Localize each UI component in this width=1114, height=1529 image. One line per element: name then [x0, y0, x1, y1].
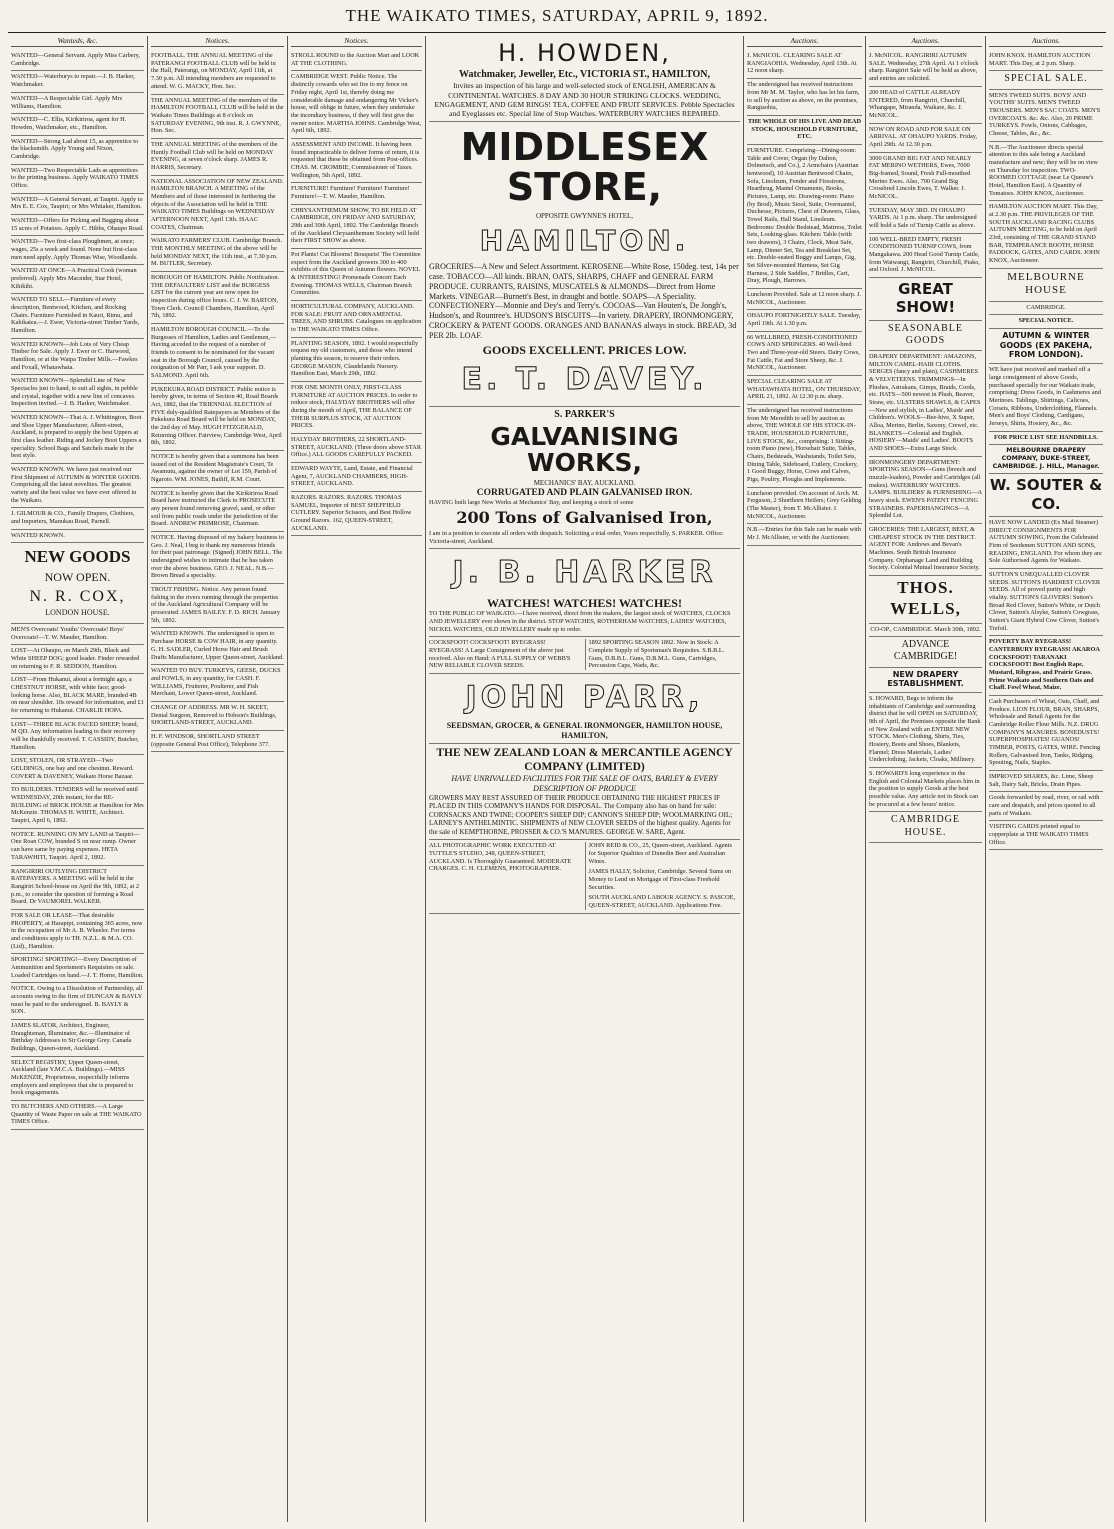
advert-text: THOS. WELLS,	[890, 578, 961, 618]
advert-text: N.B.—The Auctioneer directs special attention to this sale being a Auckland manufacture and new; they will be on view on Thursday for inspection. TWO-ROOMED COTTAGE (near Le Quesne's Hotel, Hamilton East). A Quantity of Tomatoes. JOHN KNOX, Auctioneer.	[989, 143, 1098, 197]
advert	[747, 405, 862, 488]
advert	[11, 412, 144, 464]
advert-text: JOHN KNOX. HAMILTON AUCTION MART. This Day, at 2 p.m. Sharp.	[989, 52, 1091, 67]
advert-text: LOST—From Hukanui, about a fortnight ago, a CHESTNUT HORSE, with white face; good-looking horse. Also, BLACK MARE, branded 4B on near shoulder. 10s reward for information, and £1 for returning to Hukanui. CHARLIE HOPA.	[11, 676, 144, 715]
column-header: Auctions.	[747, 36, 862, 47]
advert-text: TROUT FISHING. Notice. Any person found fishing in the rivers running through the properties of the Auckland Agricultural Company will be prosecuted. JAMES BAILEY. F. D. RICH. January 5th, 1892.	[151, 586, 280, 624]
advert-text: RANGIRIRI OUTLYING DISTRICT RATEPAYERS. A MEETING will be held in the Rangiriri School-house on April the 9th, 1892, at 2 p.m., to consider the question of forming a Road Board. Dr VAUMOREL WALKER.	[11, 867, 140, 906]
advert-text: OHAUPO FORTNIGHTLY SALE. Tuesday, April 19th. At 1.30 p.m.	[747, 312, 861, 327]
advert-text: SPECIAL SALE.	[1004, 73, 1088, 85]
masthead: THE WAIKATO TIMES, SATURDAY, APRIL 9, 1892.	[345, 6, 769, 25]
advert-text: TUESDAY, MAY 3RD. IN OHAUPO YARDS. At 1 p.m. sharp. The undersigned will hold a Sale of Turnip Cattle as above.	[869, 206, 977, 229]
advert-text: TO BUTCHERS AND OTHERS.—A Large Quantity of Waste Paper on sale at THE WAIKATO TIMES Office.	[11, 1102, 142, 1126]
advert-text: MEN'S TWEED SUITS. BOYS' AND YOUTHS' SUITS. MEN'S TWEED TROUSERS. MEN'S SAC COATS. MEN'S OVERCOATS. &c. &c. Also, 20 PRIME TURKEYS. Fowls, Onions, Cabbages, Cheese, Tables, &c., &c.	[989, 91, 1101, 138]
advert	[869, 278, 982, 321]
advert-text: CAMBRIDGE.	[1026, 303, 1066, 311]
hally-ad: JAMES HALLY, Solicitor, Cambridge. Several Sums on Money to Lend on Mortgage of First-class Freehold Securities.	[588, 868, 732, 891]
advert	[151, 584, 284, 628]
middlesex-hamilton: HAMILTON.	[479, 224, 690, 258]
advert-text: STROLL ROUND to the Auction Mart and LOOK AT THE CLOTHING.	[291, 52, 420, 67]
column-notices-2	[288, 36, 426, 1522]
advert	[291, 301, 422, 338]
advert	[747, 524, 862, 545]
advert	[11, 236, 144, 265]
advert-text: WANTED TO SELL—Furniture of every description, Bentwood, Kitchen, and Rocking Chairs. Furniture Furnished in Kauri, Rimu, and Kahikatea.—J. Ewer, Victoria-street Timber Yards, Hamilton.	[11, 296, 140, 334]
advert	[151, 324, 284, 384]
sporting-ad: 1892 SPORTING SEASON 1892. Now in Stock: A Complete Supply of Sportsman's Requisites. S.B.B.L. Guns, D.B.B.L. Guns, D.B.M.L. Guns, Cartridges, Percussion Caps, Wads, &c.	[585, 639, 741, 670]
advert	[291, 382, 422, 434]
advert-text: LOST—THREE BLACK FACED SHEEP; brand, M QD. Any information leading to their recovery will be thankfully received. T. CASSIDY, Butcher, Hamilton.	[11, 720, 139, 751]
advert	[747, 310, 862, 331]
column-auctions-1	[744, 36, 866, 1522]
advert-text: FURNITURE! Furniture! Furniture! Furniture! Furniture!—T. W. Mauder, Hamilton.	[291, 185, 410, 200]
advert	[151, 488, 284, 532]
advert	[11, 136, 144, 165]
middlesex-title: MIDDLESEX STORE,	[460, 124, 709, 209]
masthead-rule	[8, 32, 1106, 33]
advert-text: CAMBRIDGE HOUSE.	[890, 814, 960, 838]
ad-list	[869, 50, 982, 843]
advert-text: HAVE NOW LANDED (Ex Mail Steamer) DIRECT CONSIGNMENTS FOR AUTUMN SOWING, From the Celebrated Firm of Seedsmen SUTTON AND SONS, READING, ENGLAND. For whom they are Sole Authorised Agents for Waikato.	[989, 518, 1102, 565]
howden-title: H. HOWDEN,	[498, 39, 671, 67]
advert	[11, 624, 144, 645]
advert-text: Cash Purchasers of Wheat, Oats, Chaff, and Produce. LION FLOUR, BRAN, SHARPS, Wholesale and Retail Agents for the Cambridge Roller Flour Mills. N.Z. DRUG COMPANY'S MANURES. BONEDUSTS! SUPERPHOSPHATES! GUANOS! TIMBER, POSTS, GATES, WIRE. Fencing Rollers, Galvanised Iron, Tanks, Ridging, Spouting, Nails, Staples.	[989, 697, 1101, 767]
parker-name: S. PARKER'S	[554, 408, 615, 420]
advert-text: WANTED—Two first-class Ploughmen, at once; wages, 25s a week and found. None but first-class men need apply. Apply Thomas Wise, Woodlands.	[11, 238, 138, 261]
southland-ad: SOUTH AUCKLAND LABOUR AGENCY. S. PASCOE, QUEEN-STREET, AUCKLAND. Applications Free.	[588, 894, 736, 910]
advert	[11, 645, 144, 674]
advert-text: TO BUILDERS. TENDERS will be received until WEDNESDAY, 20th instant, for the RE-BUILDING of BRICK HOUSE at Hamilton for Mrs McKenzie. THOMAS H. WHITE, Architect. Taupiri, April 6, 1892.	[11, 786, 144, 825]
advert-text: FOR ONE MONTH ONLY, FIRST-CLASS FURNITURE AT AUCTION PRICES. In order to reduce stock, HALYDAY BROTHERS will offer during the month of April, THE BALANCE OF THEIR SURPLUS STOCK, AT AUCTION PRICES.	[291, 384, 418, 430]
advert	[747, 116, 862, 145]
advert-text: LOST, STOLEN, OR STRAYED—Two GELDINGS, one bay and one chestnut. Reward. COVERT & DAVENEY, Waikato Horse Bazaar.	[11, 757, 134, 780]
watches-heading: WATCHES! WATCHES! WATCHES!	[487, 595, 682, 610]
advert-text: NOTICE. Having disposed of my bakery business to Geo. J. Neal, I beg to thank my numerous friends for their past patronage. (Signed) JOHN BELL. The undersigned wishes to intimate that he has taken over the above business. GEO. J. NEAL. N.B.—Brown Bread a speciality.	[151, 534, 284, 580]
bottom-ads	[429, 840, 740, 913]
column-header: Notices.	[291, 36, 422, 47]
advert-text: HALYDAY BROTHERS, 22 SHORTLAND-STREET, AUCKLAND. (Three doors above STAR Office.) ALL GOODS CAREFULLY PACKED.	[291, 436, 422, 459]
advert	[11, 93, 144, 114]
advert	[151, 665, 284, 702]
ad-list	[747, 50, 862, 546]
advert	[869, 768, 982, 812]
advert-text: CHRYSANTHEMUM SHOW, TO BE HELD AT CAMBRIDGE, ON FRIDAY AND SATURDAY, 29th and 30th April, 1892. The Cambridge Branch of the Auckland Chrysanthemum Society will hold their FIRST SHOW as above.	[291, 206, 420, 245]
galv-body: HAVING built large New Works at Mechanics' Bay, and keeping a stock of some	[429, 499, 634, 507]
advert-text: SPORTING! SPORTING!—Every Description of Ammunition and Sportsmen's Requisites on sale. Loaded Cartridges on hand.—J. T. Horne, Hamilton.	[11, 956, 144, 979]
advert	[151, 95, 284, 139]
advert	[869, 693, 982, 768]
advert	[11, 464, 144, 508]
advert	[869, 812, 982, 842]
cox-ad	[11, 543, 144, 624]
advert-text: WE have just received and marked off a large consignment of above Goods, purchased specially for our Waikato trade, comprising: Dress Goods, in Cashmeres and Merinoes. Tablings, Shirtings, Calicoes, Corsets, Ribbons, Underclothing, Flannels. Men's and Boys' Clothing, Cardigans, Jerseys, Shirts, Hosiery, &c., &c.	[989, 366, 1101, 427]
nzloan-sub: HAVE UNRIVALLED FACILITIES FOR THE SALE OF OATS, BARLEY & EVERY DESCRIPTION OF PRODUCE	[451, 774, 718, 794]
advert-text: IMPROVED SHARES, &c. Lime, Sheep Salt, Dairy Salt, Bricks, Drain Pipes.	[989, 773, 1094, 788]
advert-text: WAIKATO FARMERS' CLUB. Cambridge Branch. THE MONTHLY MEETING of the above will be held MONDAY NEXT, the 11th inst., at 7.30 p.m. M. BUTLER, Secretary.	[151, 237, 283, 268]
advert-text: S. HOWARD'S long experience in the English and Colonial Markets places him in the position to supply Goods at the best possible value. Any article not in Stock can be procured at a few hours' notice.	[869, 770, 980, 808]
advert	[11, 1057, 144, 1101]
advert-text: 3000 GRAND BIG FAT AND NEARLY FAT MERINO WETHERS, Ewes, 7000 Big-framed, Sound, Fresh Full-mouthed Merino Ewes. Also, 700 Grand Big Crossbred Lincoln Ewes, T. Walker. J. McNICOL.	[869, 154, 972, 200]
right-bottom-ads	[585, 842, 741, 909]
advert	[989, 636, 1103, 696]
advert-text: CAMBRIDGE WEST. Public Notice. The distinctly cowards who set fire to my fence on Friday night, April 1st, thereby doing me considerable damage and endangering Mr Vicker's house, will oblige in future, when they undertake the incendiary business, if they will first give the owner notice. MARTHA JOHNS. Cambridge West, April 6th, 1892.	[291, 73, 422, 135]
advert-text: BOROUGH OF HAMILTON. Public Notification. THE DEFAULTERS' LIST and the BURGESS LIST for the current year are now open for inspection during office hours. C. J. W. BARTON, Town Clerk. Council Chambers, Hamilton, April 7th, 1892.	[151, 273, 280, 320]
advert-text: SPECIAL CLEARING SALE AT WHATAWHATA HOTEL, ON THURSDAY, APRIL 21, 1892. At 12.30 p.m. sharp.	[747, 378, 861, 401]
advert-text: The undersigned has received instructions from Mr M. M. Taylor, who has let his farm, to sell by auction as above, on the premises, Rangiaohia,	[747, 81, 860, 112]
advert-text: Pot Plants! Cut Blooms! Bouquets! The Committee expect from the Auckland growers 300 to 400 exhibits of this Queen of Autumn flowers. NOVEL & INTERESTING! Promenade Concert Each Evening. THOMAS WELLS, Chairman Branch Committee.	[291, 250, 421, 297]
advert	[151, 139, 284, 176]
advert-text: NOTICE is hereby given that the Kirikiriroa Road Board have instructed the Clerk to PROSECUTE any person found removing gravel, sand, or other soil from public roads under the jurisdiction of the Board. ANDREW PRIMROSE, Chairman.	[151, 489, 278, 528]
advert	[11, 165, 144, 194]
advert-text: HORTICULTURAL COMPANY, AUCKLAND. FOR SALE: FRUIT AND ORNAMENTAL TREES, AND SHRUBS. Catalogues on application to THE WAIKATO TIMES Office.	[291, 302, 422, 333]
advert-text: WANTED—Strong Lad about 15, as apprentice to the blacksmith. Apply Young and Nixon, Cambridge.	[11, 137, 139, 160]
advert	[11, 215, 144, 236]
advert	[747, 289, 862, 310]
advert-text: 100 WELL-BRED EMPTY, FRESH CONDITIONED TURNIP COWS, from Mangakawa. 200 Head Good Turnip Cattle, from Waiwangi, Rangiriri, Churchill, Piako, and Oxford. J. McNICOL.	[869, 235, 980, 274]
ad-list	[989, 50, 1103, 850]
middlesex-body: GROCERIES—A New and Select Assortment. KEROSENE—White Rose, 150deg. test, 14s per case. TOBACCO—All kinds. BRAN, OATS, SHARPS, CHAFF and GENERAL FARM PRODUCE. CURRANTS, RAISINS, MUSCATELS & ALMONDS—Direct from Home Markets. VINEGAR—Burnett's Best, in draught and bottle. SOAPS—A Speciality. CONFECTIONERY—Monnie and Dey's and Terry's. COCOAS—Van Houten's, De Jongh's, Hudson's, and Rountree's. HUDSON'S BISCUITS—In variety. DRAPERY, IRONMONGERY, CROCKERY & PATENT GOODS. ORANGES AND BANANAS always in stock. BREAD, 3d PER 2lb. LOAF.	[429, 262, 739, 340]
advert	[989, 90, 1103, 142]
galvanising-title: GALVANISING WORKS,	[490, 421, 679, 478]
advert-text: AUTUMN & WINTER GOODS (EX PAKEHA, FROM LONDON).	[999, 330, 1093, 360]
advert-text: Luncheon provided. On account of Arch. M. Ferguson, 2 Shorthorn Heifers; Grey Gelding (The Master), from T. McAllister. J. McNICOL, Auctioneer.	[747, 489, 862, 520]
seed-sporting-ads	[429, 637, 740, 674]
advert	[747, 332, 862, 376]
advert-text: Goods forwarded by road, river, or rail with care and despatch, and prices quoted to all parts of Waikato.	[989, 794, 1100, 817]
advert	[151, 532, 284, 584]
advert	[151, 628, 284, 665]
advert	[747, 145, 862, 289]
advert	[989, 364, 1103, 431]
advert-text: RAZORS. RAZORS. RAZORS. THOMAS SAMUEL, Importer of BEST SHEFFIELD CUTLERY. Superior Scissors, and Best Hollow Ground Razors. 162, QUEEN-STREET, AUCKLAND.	[291, 494, 412, 532]
advert-text: J. McNICOL. RANGIRIRI AUTUMN SALE. Wednesday, 27th April. At 1 o'clock sharp. Rangiriri Sale will be held as above, and entries are solicited.	[869, 52, 979, 83]
advert-text: VISITING CARDS printed equal to copperplate at THE WAIKATO TIMES Office.	[989, 823, 1089, 846]
advert	[989, 696, 1103, 771]
tons-heading: 200 Tons of Galvanised Iron,	[456, 508, 713, 528]
advert	[989, 792, 1103, 821]
advert	[11, 71, 144, 92]
advert	[11, 866, 144, 910]
advert	[11, 265, 144, 294]
advert-text: WANTED KNOWN.	[11, 531, 65, 539]
advert-text: 200 HEAD of CATTLE ALREADY ENTERED, from Rangiriri, Churchill, Whangape, Miranda, Waikare, &c. J. McNICOL.	[869, 88, 966, 119]
advert-text: JAMES SLATOR, Architect, Engineer, Draughtsman, Illuminator, &c.—Illuminator of Birthday Addresses to Sir George Grey. Canada Buildings, Queen-street, Auckland.	[11, 1021, 132, 1052]
advert	[869, 576, 982, 623]
advert-text: WANTED KNOWN. We have just received our First Shipment of AUTUMN & WINTER GOODS. Comprising all the latest novelties. The greatest variety and the best value we have ever offered in the Waikato.	[11, 466, 142, 504]
new-goods-heading: NEW GOODS	[24, 547, 131, 567]
column-auctions-2	[866, 36, 986, 1522]
advert	[11, 755, 144, 784]
advert	[869, 624, 982, 638]
advert-text: DRAPERY DEPARTMENT: AMAZONS, MILTON CAMEL-HAIR CLOTHS. SERGES (fancy and plain), CASHMERES & VELVETEENS. TRIMMINGS—In Plushes, Astrakans, Gimps, Braids, Cords, etc. HATS—500 newest in Plush, Beaver, Straw, etc. ULSTERS SHAWLS, & CAPES—New and stylish, in Ladies', Maids' and Children's. WOOLS—Bee-hive, X Super, Alloa, Merino, Berlin, Saxony, Crewel, etc. BLANKETS—Colonial and English. HOSIERY—Maids' and Ladies'. BOOTS AND SHOES—Extra Large Stock.	[869, 352, 981, 452]
advert	[11, 375, 144, 412]
nzloan-title: THE NEW ZEALAND LOAN & MERCANTILE AGENCY COMPANY (LIMITED)	[436, 747, 733, 774]
goods-excellent: GOODS EXCELLENT. PRICES LOW.	[482, 343, 687, 358]
advert-text: MELBOURNE HOUSE	[1007, 270, 1085, 297]
advert	[989, 201, 1103, 268]
advert-text: SUTTON'S UNEQUALLED CLOVER SEEDS. SUTTON'S HARDIEST CLOVER SEEDS. All of proved purity and high vitality. SUTTON'S GLOVERS: Sutton's Broad Red Clover, Sutton's White, or Dutch Clover, Sutton's Alsyke, Sutton's Cowgrass, Sutton's Giant Hybrid Cow Clover, Sutton's Trefoil.	[989, 570, 1101, 632]
advert-text: WANTED KNOWN—Job Lots of Very Cheap Timber for Sale. Apply J. Ewer or C. Harwood, Hamilton, or at the Waipa Timber Mills.—Fawkes and Foxall, Whatawhata.	[11, 340, 138, 371]
advert-text: NEW DRAPERY ESTABLISHMENT.	[887, 669, 964, 689]
harker-name: J. B. HARKER	[452, 555, 717, 591]
column-header: Wanteds, &c.	[11, 36, 144, 47]
advert	[989, 445, 1103, 474]
advert	[11, 674, 144, 718]
advert	[989, 432, 1103, 446]
advert-text: HAMILTON AUCTION MART. This Day, at 2.30 p.m. THE PRIVILEGES OF THE SOUTH AUCKLAND RACING CLUBS AUTUMN MEETING, to be held on April 23rd, consisting of THE GRAND STAND BAR, TEMPERANCE BOOTH, HORSE PADDOCK, GATES, AND CARDS. JOHN KNOX, Auctioneer.	[989, 203, 1100, 265]
advert-text: Luncheon Provided. Sale at 12 noon sharp. J. McNICOL, Auctioneer.	[747, 290, 862, 306]
column-header: Auctions.	[869, 36, 982, 47]
tuttle-ad: ALL PHOTOGRAPHIC WORK EXECUTED AT TUTTLE'S STUDIO, 248, QUEEN-STREET, AUCKLAND. Is Thoroughly Guaranteed. MODERATE CHARGES. C. H. CLEMENS, PHOTOGRAPHER.	[429, 842, 572, 873]
advert-text: FOR SALE OR LEASE—That desirable PROPERTY, at Harapipi, containing 365 acres, now in the occupation of Mr A. B. Wheeler. For terms and conditions apply to TH. N.Z.L. & M.A. CO. (Ltd)., Hamilton.	[11, 911, 143, 950]
advert	[989, 269, 1103, 302]
advert-text: HAMILTON BOROUGH COUNCIL.—To the Burgesses of Hamilton, Ladies and Gentlemen,—Having acceded to the request of a number of friends to consent to be nominated for the vacant seat in the Borough Council, caused by the resignation of Mr Parr, I ask your support. D. SALMOND. April 6th.	[151, 325, 277, 379]
advert-text: WANTED KNOWN—Splendid Line of New Spectacles just to hand, to suit all sights, in pebble and crystal, together with a new line of concaves. Inspection invited.—J. B. Harker, Watchmaker.	[11, 377, 138, 408]
advert-text: NOTICE. Owing to a Dissolution of Partnership, all accounts owing to the firm of DUNCAN & BAYLY must be paid to the undersigned. B. BAYLY & SON.	[11, 985, 143, 1016]
advert-text: GROCERIES: THE LARGEST, BEST, & CHEAPEST STOCK IN THE DISTRICT. AGENT FOR: Andrews and Bevan's Machines. South British Insurance Company. Orphanage Land and Building Society. Colonial Mutual Insurance Society.	[869, 526, 980, 572]
ad-list	[151, 50, 284, 752]
ad-list	[11, 50, 144, 543]
nzloan-body: GROWERS MAY REST ASSURED OF THEIR PRODUCE OBTAINING THE HIGHEST PRICES IF PLACED IN THIS COMPANY'S HANDS FOR DISPOSAL. The Company also has on hand for sale: CORNSACKS AND TWINE; COOPER'S SHEEP DIP; CANNON'S SHEEP DIP; WOOLMARKING OIL; LARNEY'S ANTHELMINTIC. SHIPMENTS of NEW CLOVER SEEDS of the highest quality. Agents for the sale of KEMPTHORNE, PROSSER & CO.'S MANURES. GEORGE W. SARE, Agent.	[429, 793, 733, 836]
parr-ad	[429, 674, 740, 744]
advert	[989, 329, 1103, 364]
advert-text: W. SOUTER & CO.	[989, 476, 1103, 513]
advert-text: SEASONABLE GOODS	[887, 322, 963, 346]
advert-text: SELECT REGISTRY, Upper Queen-street, Auckland (late Y.M.C.A. Buildings).—MISS McKENZIE, Proprietress, respectfully informs employers and employees that she is prepared to book engagements.	[11, 1058, 134, 1097]
advert-text: POVERTY BAY RYEGRASS! CANTERBURY RYEGRASS! AKAROA COCKSFOOT! TARANAKI COCKSFOOT! Best English Rape, Mustard, Ribgrass, and Prairie Grass. Prime Waikato and Southern Oats and Chaff. Fowl Wheat, Maize.	[989, 638, 1100, 692]
advert-text: THE ANNUAL MEETING of the members of the Huntly Football Club will be held on MONDAY EVENING, at seven o'clock sharp. JAMES R. HARRIS, Secretary.	[151, 140, 278, 171]
advert-text: MEN'S Overcoats! Youths' Overcoats! Boys' Overcoats!—T. W. Mauder, Hamilton.	[11, 626, 124, 641]
advert-text: SPECIAL NOTICE.	[1018, 317, 1074, 325]
howden-body: Invites an inspection of his large and well-selected stock of ENGLISH, AMERICAN & CONTINENTAL WATCHES. 8 DAY AND 30 HOUR STRIKING CLOCKS. WEDDING, ENGAGEMENT, AND GEM RINGS! TEA, COFFEE AND FRUIT SERVICES. Pebble Spectacles and Eyeglasses etc. Special line of Stop Watches. WATERBURY WATCHES REPAIRED.	[434, 81, 735, 118]
advert	[747, 79, 862, 116]
advert	[11, 50, 144, 71]
howden-ad	[429, 36, 740, 122]
advert	[747, 488, 862, 525]
column-auctions-3	[986, 36, 1106, 1522]
advert	[989, 302, 1103, 316]
cocksfoot-ad: COCKSFOOT! COCKSFOOT! RYEGRASS! RYEGRASS! A Large Consignment of the above just received. Also on Hand: A FULL SUPPLY OF WEBB'S NEW RELIABLE CLOVER SEEDS.	[429, 639, 571, 670]
advert	[151, 50, 284, 94]
davey-name: E. T. DAVEY.	[461, 362, 708, 398]
advert	[869, 153, 982, 205]
harker-ad	[429, 549, 740, 637]
advert	[869, 351, 982, 457]
london-house: LONDON HOUSE.	[45, 608, 110, 618]
advert-text: FOOTBALL. THE ANNUAL MEETING of the PATERANGI FOOTBALL CLUB will be held in the Hall, Paterangi, on MONDAY, April 11th, at 7.30 p.m. All intending members are requested to attend. W. G. MACKY, Hon. Sec.	[151, 52, 276, 90]
advert	[11, 954, 144, 983]
advert-text: 66 WELLBRED, FRESH-CONDITIONED COWS AND SPRINGERS. 40 Well-bred Two and Three-year-old Steers. Dairy Cows, Fat Cattle, Fat and Store Sheep, &c. J. McNICOL, Auctioneer.	[747, 333, 860, 372]
advert	[989, 517, 1103, 569]
advert-text: WANTED KNOWN—That A. J. Whittington, Boot and Shoe Upper Manufacturer, Albert-street, Auckland, is prepared to supply the best Uppers at first class leather. Riding and Jockey Boot Uppers a speciality. School Bags and Satchels made in the best style.	[11, 414, 142, 460]
advert	[11, 294, 144, 338]
advert	[11, 910, 144, 954]
advert	[989, 821, 1103, 850]
advert	[869, 637, 982, 667]
middlesex-ad	[429, 122, 740, 407]
advert	[11, 339, 144, 376]
ad-list	[291, 50, 422, 536]
advert	[989, 142, 1103, 202]
column-display-ads	[426, 36, 744, 1522]
advert-text: LOST—At Ohaupo, on March 29th, Black and White SHEEP DOG; good leader. Finder rewarded on returning to F. R. SEDDON, Hamilton.	[11, 647, 140, 670]
advert	[291, 463, 422, 492]
advert	[151, 731, 284, 752]
advert	[291, 71, 422, 138]
advert-text: NOTICE. RUNNING ON MY LAND at Taupiri—One Roan COW, branded S on near rump. Owner can have same by paying expenses. HETA TARAWHITI, Taupiri. April 2, 1892.	[11, 830, 140, 861]
advert-text: THE WHOLE OF HIS LIVE AND DEAD STOCK, HOUSEHOLD FURNITURE, ETC.	[747, 117, 862, 141]
advert	[11, 719, 144, 756]
advert	[869, 87, 982, 124]
advert	[869, 668, 982, 694]
advert-text: S. HOWARD, Begs to inform the inhabitants of Cambridge and surrounding district that he will OPEN on SATURDAY, 9th of April, the Premises opposite the Bank of New Zealand with an ENTIRE NEW STOCK. Men's Clothing, Shirts, Ties, Hosiery, Boots and Shoes, Blankets, Flannel; Dress Materials, Ladies' Underclothing, Jackets, Cloaks, Millinery.	[869, 695, 981, 764]
advert-text: IRONMONGERY DEPARTMENT: SPORTING SEASON—Guns (breech and muzzle-loaders), Powder and Cartridges (all makes). WATERBURY WATCHES. LAMPS. BUILDERS' & FURNISHING—A heavy stock. EWEN'S PATENT FENCING STRAINERS. PAPERHANGINGS—A Splendid Lot.	[869, 458, 982, 520]
harker-body: TO THE PUBLIC OF WAIKATO.—I have received, direct from the makers, the largest stock of WATCHES, CLOCKS AND JEWELLERY ever shown in the district. STOP WATCHES, ROTHERHAM WATCHES, LADIES' WATCHES, NICKEL WATCHES, OLD JEWELLERY made up to order.	[429, 610, 731, 633]
parr-sub: SEEDSMAN, GROCER, & GENERAL IRONMONGER, HAMILTON HOUSE, HAMILTON,	[446, 720, 723, 740]
column-notices-1	[148, 36, 288, 1522]
advert-text: WANTED TO BUY. TURKEYS, GEESE, DUCKS and FOWLS, in any quantity, for CASH. F. WILLIAMS, Fruiterer, Poulterer, and Fish Merchant, Lower Queen-street, Auckland.	[151, 667, 281, 698]
advert-text: WANTED—Offers for Picking and Bagging about 15 acres of Potatoes. Apply C. Hibbs, Ohaupo Road.	[11, 216, 144, 232]
advert	[11, 1020, 144, 1057]
nzloan-ad	[429, 744, 740, 840]
advert-text: ASSESSMENT AND INCOME. It having been found impracticable to deliver forms of return, it is requested that these be obtained from Post-offices. CHAS. M. CROMBIE, Commissioner of Taxes. Wellington, 5th April, 1892.	[291, 140, 420, 179]
advert-text: FURNITURE. Comprising—Dining-room: Table and Cover, Organ (by Dalton, Dolmetsch, and Co.), 2 Armchairs (Austrian bentwood), 10 Austrian Bentwood Chairs, Sofa, Linoleum, Fender and Firesirons, Hearthrug, Mantel Ornaments, Books, Pictures, Lamp, etc. Drawing-room: Piano (by Brod), Music Stool, Suite, Overmantel, Duchesse, Pictures, Chest of Drawers, Glass, Towel Rails, Hall Stand, Linoleum. Bedrooms: Double Bedstead, Mattress, Toilet Sets, Looking-glass. Kitchen: Table (with two drawers), 3 Chairs, Clock, Meat Safe, Lamp, Dinner Set, Tea and Breakfast Set, etc. Double-seated Buggy and Lamps, Gig, Set Silver-mounted Harness, Set Gig Harness, 2 Side Saddles, 7 Bridles, Cart, Dray, Plough, Harrows.	[747, 146, 862, 285]
advert	[151, 235, 284, 272]
advert	[869, 524, 982, 576]
advert	[11, 1101, 144, 1130]
advert-text: WANTED—C. Ellis, Kirikiriroa, agent for H. Howden, Watchmaker, etc., Hamilton.	[11, 116, 127, 131]
advert	[989, 71, 1103, 89]
advert	[869, 321, 982, 351]
galvanising-sub: MECHANICS' BAY, AUCKLAND.	[533, 479, 636, 488]
advert	[291, 434, 422, 463]
advert-text: MELBOURNE DRAPERY COMPANY, DUKE-STREET, CAMBRIDGE. J. HILL, Manager.	[992, 447, 1100, 470]
advert	[291, 492, 422, 536]
ad-list	[11, 624, 144, 1130]
advert	[747, 376, 862, 405]
advert	[151, 272, 284, 324]
advert	[291, 338, 422, 382]
advert	[291, 50, 422, 71]
now-open-heading: NOW OPEN.	[44, 570, 111, 585]
advert	[151, 384, 284, 451]
advert	[11, 784, 144, 828]
advert-text: ADVANCE CAMBRIDGE!	[893, 639, 958, 663]
column-header: Notices.	[151, 36, 284, 47]
advert-text: NOW ON ROAD AND FOR SALE ON ARRIVAL. AT OHAUPO YARDS. Friday, April 29th. At 12.30 p.m.	[869, 125, 978, 148]
column-wanteds	[8, 36, 148, 1522]
advert	[11, 194, 144, 215]
advert	[151, 702, 284, 731]
advert-text: EDWARD WAYTE, Land, Estate, and Financial Agent, 7, AUCKLAND CHAMBERS, HIGH-STREET, AUCKLAND.	[291, 465, 413, 488]
columns	[8, 36, 1106, 1522]
advert	[151, 176, 284, 236]
howden-sub: Watchmaker, Jeweller, Etc., VICTORIA ST., HAMILTON,	[459, 69, 710, 81]
advert-text: WANTED—General Servant. Apply Miss Carbery, Cambridge.	[11, 52, 140, 67]
advert	[291, 249, 422, 301]
advert-text: WANTED KNOWN. The undersigned is open to Purchase HORSE & COW HAIR, in any quantity. G. H. SADLER, Curled Horse Hair and Brush Drafts Manufacturer, Upper Queen-street, Auckland.	[151, 630, 284, 661]
advert	[747, 50, 862, 79]
advert	[291, 205, 422, 249]
advert-text: H. F. WINDSOR, SHORTLAND STREET (opposite General Post Office), Telephone 377.	[151, 732, 270, 748]
advert-text: N.B.—Entries for this Sale can be made with Mr J. McAllister, or with the Auctioneer.	[747, 526, 861, 542]
advert-text: WANTED AT ONCE—A Practical Cook (woman preferred). Apply Mrs Macnider, Star Hotel, Kihikihi.	[11, 267, 137, 290]
advert	[869, 205, 982, 234]
advert	[291, 183, 422, 204]
advert-text: WANTED—A General Servant, at Taupiri. Apply to Mrs E. E. Cox, Taupiri; or Mrs Whitaker, Hamilton.	[11, 195, 143, 211]
middlesex-sub: OPPOSITE GWYNNE'S HOTEL,	[535, 211, 634, 220]
advert-text: PLANTING SEASON, 1892. I would respectfully request my old customers, and those who intend planting this season, to reserve their orders. GEORGE MASON, Claudelands Nursery. Hamilton East, March 29th, 1892.	[291, 339, 419, 378]
advert	[11, 114, 144, 135]
advert	[869, 457, 982, 524]
advert-text: NOTICE is hereby given that a summons has been issued out of the Resident Magistrate's Court, Te Awamutu, against the owner of Lot 159, Parish of Ngaroto. WM. JONES, Bailiff, R.M. Court.	[151, 453, 279, 484]
advert	[11, 829, 144, 866]
advert-text: WANTED—Two Respectable Lads as apprentices to the printing business. Apply WAIKATO TIMES Office.	[11, 166, 139, 189]
advert	[11, 530, 144, 544]
advert	[11, 508, 144, 529]
advert-text: PUKEKURA ROAD DISTRICT. Public notice is hereby given, in terms of Section 40, Road Boards Act, 1882, that the TRIENNIAL ELECTION of FIVE duly-qualified Ratepayers as Members of the Pukekura Road Board will be held on MONDAY, the 2nd day of May. HUGH FITZGERALD, Returning Officer. Fairview, Cambridge West, April 8th, 1892.	[151, 385, 282, 447]
column-header: Auctions.	[989, 36, 1103, 47]
advert-text: J. McNICOL. CLEARING SALE AT RANGIAOHIA. Wednesday, April 13th. At 12 noon sharp.	[747, 52, 857, 75]
advert	[989, 315, 1103, 329]
advert	[869, 234, 982, 278]
advert	[989, 50, 1103, 71]
advert	[151, 451, 284, 488]
reid-ad: JOHN REID & CO., 25, Queen-street, Auckland. Agents for Superior Qualities of Dunedin Beer and Australian Wines.	[588, 842, 732, 865]
advert-text: NATIONAL ASSOCIATION OF NEW ZEALAND. HAMILTON BRANCH. A MEETING of the Members and of those interested in furthering the objects of the Association will be held in THE WAIKATO TIMES Buildings on WEDNESDAY AFTERNOON NEXT, April 13th. ISAAC COATES, Chairman.	[151, 177, 284, 231]
advert-text: FOR PRICE LIST SEE HANDBILLS.	[994, 433, 1098, 441]
advert	[989, 474, 1103, 517]
advert	[11, 983, 144, 1020]
advert-text: CO-OP., CAMBRIDGE. March 30th, 1892.	[870, 625, 981, 633]
advert	[291, 139, 422, 183]
advert	[869, 124, 982, 153]
advert	[869, 50, 982, 87]
cox-name: N. R. COX,	[29, 587, 126, 605]
advert-text: CHANGE OF ADDRESS. MR W. H. SKEET, Dental Surgeon, Removed to Hobson's Buildings, SHORTLAND-STREET, AUCKLAND.	[151, 703, 277, 727]
parker-ad	[429, 407, 740, 550]
advert-text: WANTED—Waterburys to repair.—J. B. Harker, Watchmaker.	[11, 73, 135, 89]
advert-text: J. GILMOUR & CO., Family Drapers, Clothiers, and Importers, Manukau Road, Parnell.	[11, 510, 135, 526]
advert-text: The undersigned has received instructions from Mr Meredith to sell by auction as above, THE WHOLE OF HIS STOCK-IN-TRADE, HOUSEHOLD FURNITURE, LIVE STOCK, &c., comprising: 1 Sitting-room Piano (new), Horsehair Suite, Tables, Chairs, Bedsteads, Washstands, Toilet Sets, Dining Table, Sideboard, Cutlery, Crockery, 1 Good Buggy, Horse, Cows and Calves, Pigs, Poultry, Ploughs and Implements.	[747, 407, 858, 484]
parr-name: JOHN PARR,	[465, 680, 704, 716]
advert-text: GREAT SHOW!	[895, 279, 956, 317]
advert-text: THE ANNUAL MEETING of the members of the HAMILTON FOOTBALL CLUB will be held in the Waikato Times Buildings at 8 o'clock on SATURDAY EVENING, 9th inst. R. J. GWYNNE, Hon. Sec.	[151, 96, 284, 135]
tons-body: I am in a position to execute all orders with despatch. Soliciting a trial order, Yours respectfully, S. PARKER. Office: Victoria-street, Auckland.	[429, 529, 724, 545]
advert	[989, 771, 1103, 792]
galvanised-iron: CORRUGATED AND PLAIN GALVANISED IRON.	[476, 487, 693, 498]
advert	[989, 569, 1103, 636]
advert-text: WANTED—A Respectable Girl. Apply Mrs Williams, Hamilton.	[11, 94, 123, 110]
